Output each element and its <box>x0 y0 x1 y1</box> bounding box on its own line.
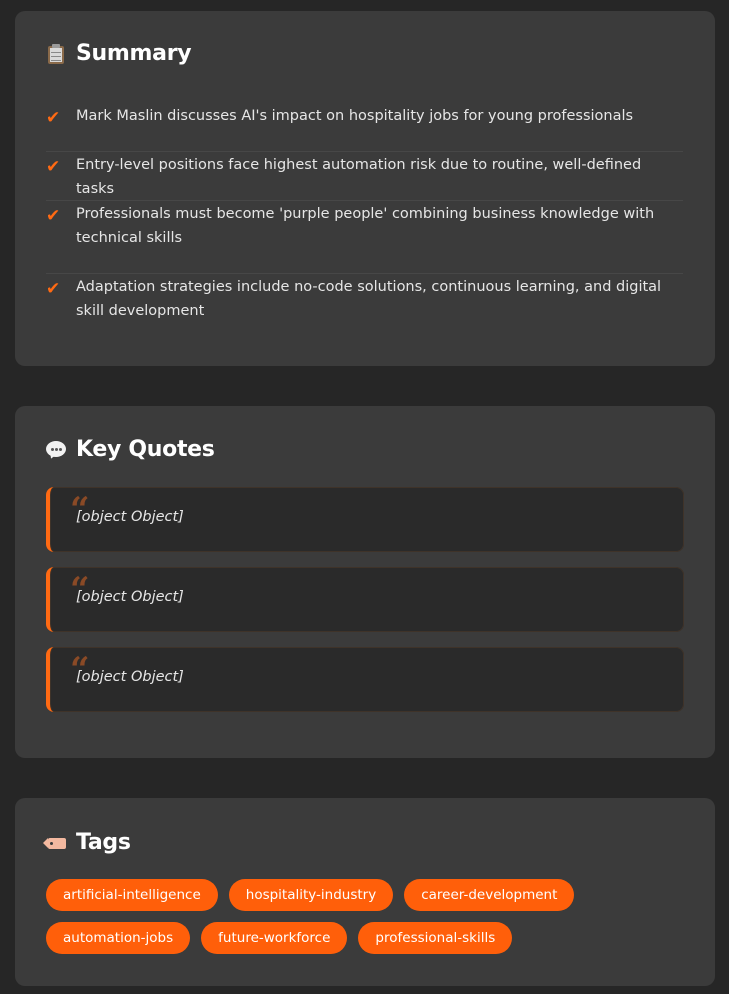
clipboard-icon <box>46 44 66 64</box>
summary-item <box>46 152 683 201</box>
tag-chip[interactable]: career-development <box>404 879 574 911</box>
tag-chip[interactable]: hospitality-industry <box>229 879 393 911</box>
checkmark-icon: ✔ <box>46 279 61 299</box>
tags-title: Tags <box>76 830 131 855</box>
tag-chip[interactable]: professional-skills <box>358 922 512 954</box>
tag-icon <box>46 833 66 853</box>
summary-item-text: Adaptation strategies include no-code solutions, continuous learning, and digital skill development <box>76 279 662 319</box>
summary-card <box>15 11 715 366</box>
quote-text: [object Object] <box>76 589 184 605</box>
summary-item <box>46 103 683 152</box>
quote-mark-icon: “ <box>70 490 90 530</box>
tags-card <box>15 798 715 986</box>
quotes-heading <box>46 437 215 462</box>
quotes-title: Key Quotes <box>76 437 215 462</box>
summary-item-text: Professionals must become 'purple people' combining business knowledge with technical skills <box>76 206 655 246</box>
checkmark-icon: ✔ <box>46 206 61 226</box>
summary-item-text: Mark Maslin discusses AI's impact on hospitality jobs for young professionals <box>76 108 634 124</box>
summary-heading <box>46 41 191 66</box>
summary-title: Summary <box>76 41 192 66</box>
quote-text: [object Object] <box>76 509 184 525</box>
summary-item <box>46 201 683 274</box>
tag-chip[interactable]: automation-jobs <box>46 922 190 954</box>
quote-block <box>46 487 684 552</box>
tags-heading <box>46 830 131 855</box>
checkmark-icon: ✔ <box>46 108 61 128</box>
quote-text: [object Object] <box>76 669 184 685</box>
tag-row <box>46 879 585 911</box>
quote-block <box>46 567 684 632</box>
quote-mark-icon: “ <box>70 570 90 610</box>
tag-chip[interactable]: artificial-intelligence <box>46 879 218 911</box>
quotes-card <box>15 406 715 758</box>
summary-list <box>46 103 683 347</box>
tag-row <box>46 922 523 954</box>
quote-mark-icon: “ <box>70 650 90 690</box>
quote-block <box>46 647 684 712</box>
checkmark-icon: ✔ <box>46 157 61 177</box>
speech-bubble-icon <box>46 440 66 460</box>
summary-item-text: Entry-level positions face highest automation risk due to routine, well-defined tasks <box>76 157 642 197</box>
summary-item <box>46 274 683 347</box>
tag-chip[interactable]: future-workforce <box>201 922 347 954</box>
